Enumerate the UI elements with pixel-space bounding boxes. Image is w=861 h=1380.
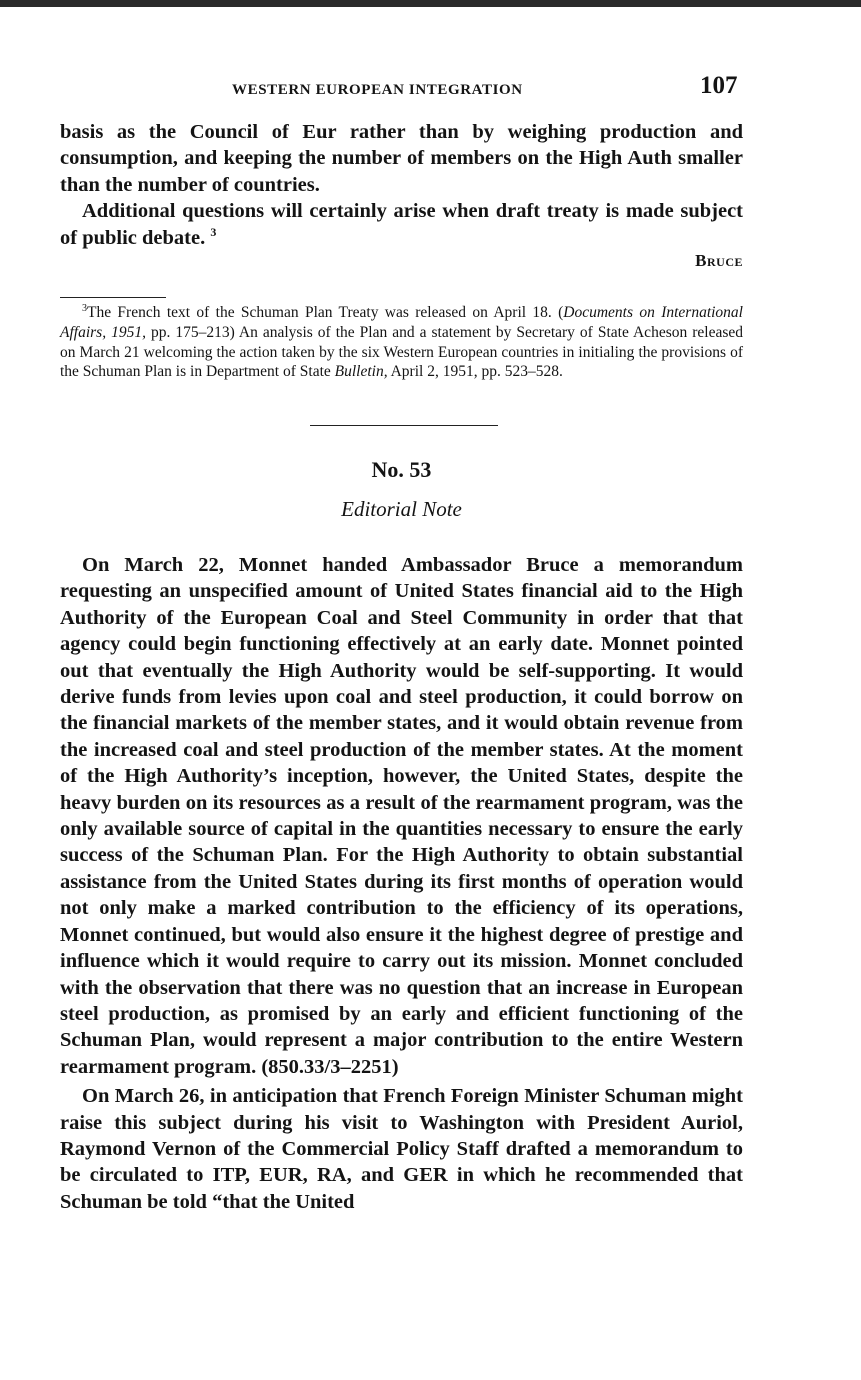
footnote-marker: 3 <box>82 302 87 314</box>
body-text-block <box>60 552 743 1215</box>
footnote-text <box>60 303 743 382</box>
section-separator <box>310 425 498 426</box>
footnote-italic-bulletin: Bulletin, <box>334 363 388 381</box>
footnote-part-3: April 2, 1951, pp. 523–528. <box>387 363 563 381</box>
footnote-part-2: pp. 175–213) An analysis of the Plan and a statement by Secretary of State Acheson released on March 21 welcoming the action taken by the six Western European countries in initialing the provisions of the Schuman Plan is in Department of State <box>60 323 743 381</box>
body-paragraph-1: On March 22, Monnet handed Ambassador Bruce a memorandum requesting an unspecified amount of United States financial aid to the High Authority of the European Coal and Steel Community in order that that agency could begin functioning effectively at an early date. Monnet pointed out that eventually the High Authority would be self-supporting. It would derive funds from levies upon coal and steel production, it could borrow on the financial markets of the member states, and it would obtain revenue from the increased coal and steel production of the member states. At the moment of the High Authority’s inception, however, the United States, despite the heavy burden on its resources as a result of the rearmament program, was the only available source of capital in the quantities necessary to ensure the early success of the Schuman Plan. For the High Authority to obtain substantial assistance from the United States during its first months of operation would not only make a marked contribution to the efficiency of its operations, Monnet continued, but would also ensure it the highest degree of prestige and influence which it would require to carry out its mission. Monnet concluded with the observation that there was no question that an increase in European steel production, as promised by an early and efficient functioning of the Schuman Plan, would represent a major contribution to the entire Western rearmament program. (850.33/3–2251) <box>60 554 743 1078</box>
top-paragraph-1: basis as the Council of Eur rather than by weighing production and consumption, and keeping the number of members on the High Auth smaller than the number of countries. <box>60 121 743 196</box>
page-top-edge <box>0 0 861 7</box>
footnote <box>60 303 743 382</box>
signature: Bruce <box>695 251 743 270</box>
page-number: 107 <box>700 72 738 99</box>
document-number: No. 53 <box>371 457 432 482</box>
document-subtitle: Editorial Note <box>341 497 462 521</box>
top-paragraph-2-text: Additional questions will certainly arise when draft treaty is made subject of public debate. <box>60 200 743 249</box>
top-paragraph-2 <box>60 198 743 251</box>
footnote-rule <box>60 297 166 298</box>
body-paragraph-2: On March 26, in anticipation that French Foreign Minister Schuman might raise this subject during his visit to Washington with President Auriol, Raymond Vernon of the Commercial Policy Staff drafted a memorandum to be circulated to ITP, EUR, RA, and GER in which he recommended that Schuman be told “that the United <box>60 1085 743 1213</box>
footnote-part-1: The French text of the Schuman Plan Treaty was released on April 18. ( <box>87 304 564 321</box>
footnote-italic-title: Documents on International Affairs, 1951, <box>60 304 743 341</box>
running-head: WESTERN EUROPEAN INTEGRATION <box>232 82 523 98</box>
footnote-reference[interactable]: 3 <box>210 224 217 239</box>
top-text-block <box>60 119 743 251</box>
